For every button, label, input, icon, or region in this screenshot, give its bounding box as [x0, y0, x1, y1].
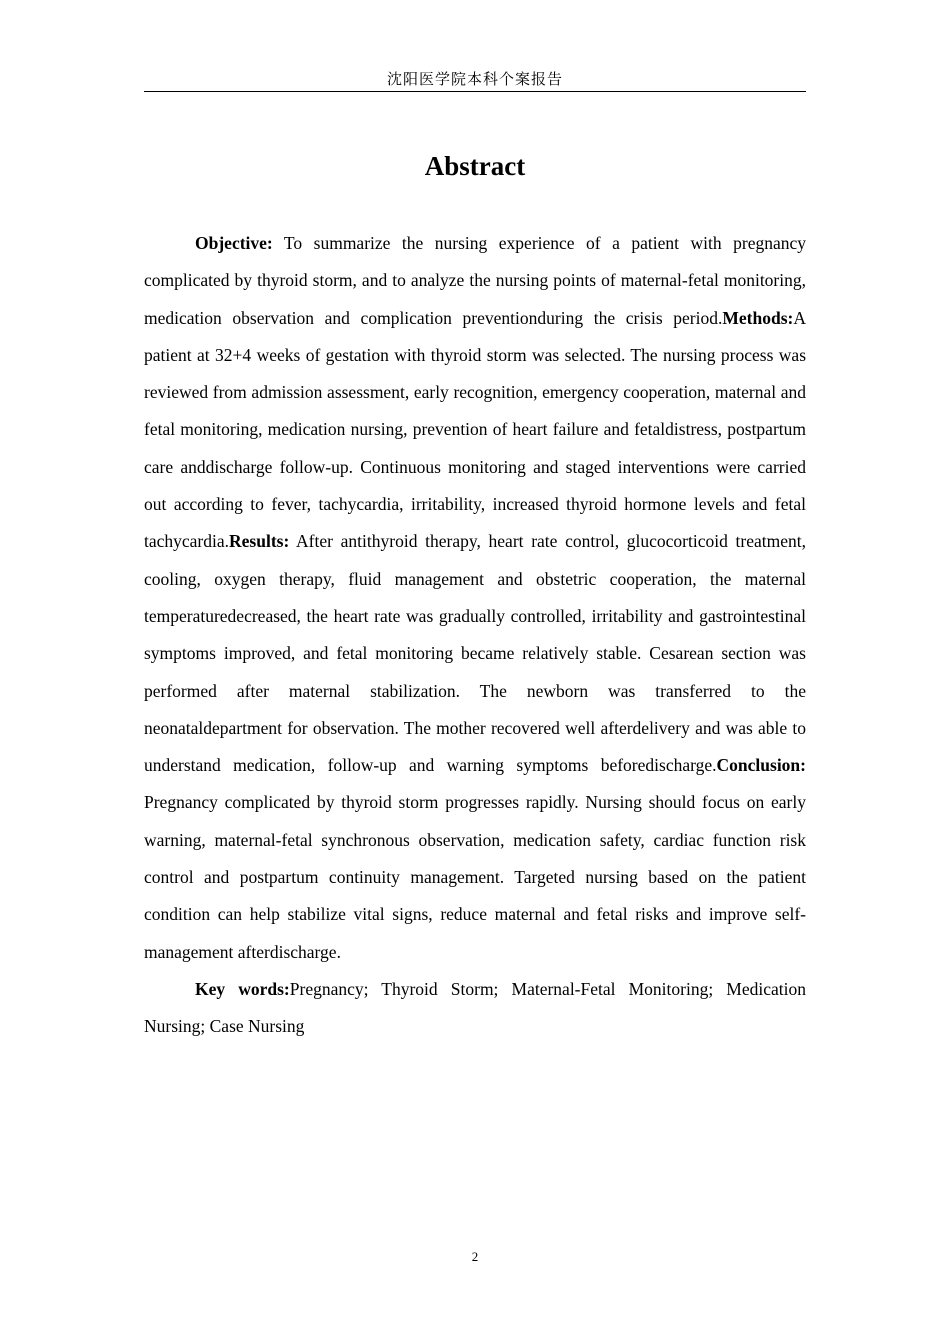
- abstract-body: [144, 225, 806, 1046]
- abstract-title: Abstract: [424, 151, 526, 181]
- keywords-text: Pregnancy; Thyroid Storm; Maternal-Fetal Monitoring; Medication Nursing; Case Nursing: [144, 978, 807, 1037]
- conclusion-text: Pregnancy complicated by thyroid storm progresses rapidly. Nursing should focus on early warning, maternal-fetal synchronous observation, medication safety, cardiac function risk control and postpartum continuity management. Targeted nursing based on the patient condition can help stabilize vital signs, reduce maternal and fetal risks and improve self-management afterdischarge.: [144, 792, 806, 962]
- objective-text: To summarize the nursing experience of a patient with pregnancy complicated by thyroid storm, and to analyze the nursing points of maternal-fetal monitoring, medication observation and complication preventionduring the crisis period.: [144, 233, 806, 328]
- keywords-label: Key words:: [195, 978, 290, 999]
- objective-label: Objective:: [195, 233, 273, 253]
- methods-text: A patient at 32+4 weeks of gestation with thyroid storm was selected. The nursing process was reviewed from admission assessment, early recognition, emergency cooperation, maternal and fetal monitoring, medication nursing, prevention of heart failure and fetaldistress, postpartum care anddischarge follow-up. Continuous monitoring and staged interventions were carried out according to fever, tachycardia, irritability, increased thyroid hormone levels and fetal tachycardia.: [144, 307, 806, 552]
- keywords-paragraph: [144, 971, 806, 1046]
- running-header: 沈阳医学院本科个案报告: [386, 70, 563, 88]
- abstract-paragraph: [144, 225, 806, 971]
- methods-label: Methods:: [722, 307, 794, 328]
- results-label: Results:: [229, 531, 290, 552]
- header-rule: [144, 91, 806, 92]
- results-text: After antithyroid therapy, heart rate control, glucocorticoid treatment, cooling, oxygen therapy, fluid management and obstetric cooperation, the maternal temperaturedecreased, the heart rate was gradually controlled, irritability and gastrointestinal symptoms improved, and fetal monitoring became relatively stable. Cesarean section was performed after maternal stabilization. The newborn was transferred to the neonataldepartment for observation. The mother recovered well afterdelivery and was able to understand medication, follow-up and warning symptoms beforedischarge.: [144, 531, 806, 776]
- conclusion-label: Conclusion:: [716, 755, 806, 776]
- page-number: 2: [471, 1249, 479, 1264]
